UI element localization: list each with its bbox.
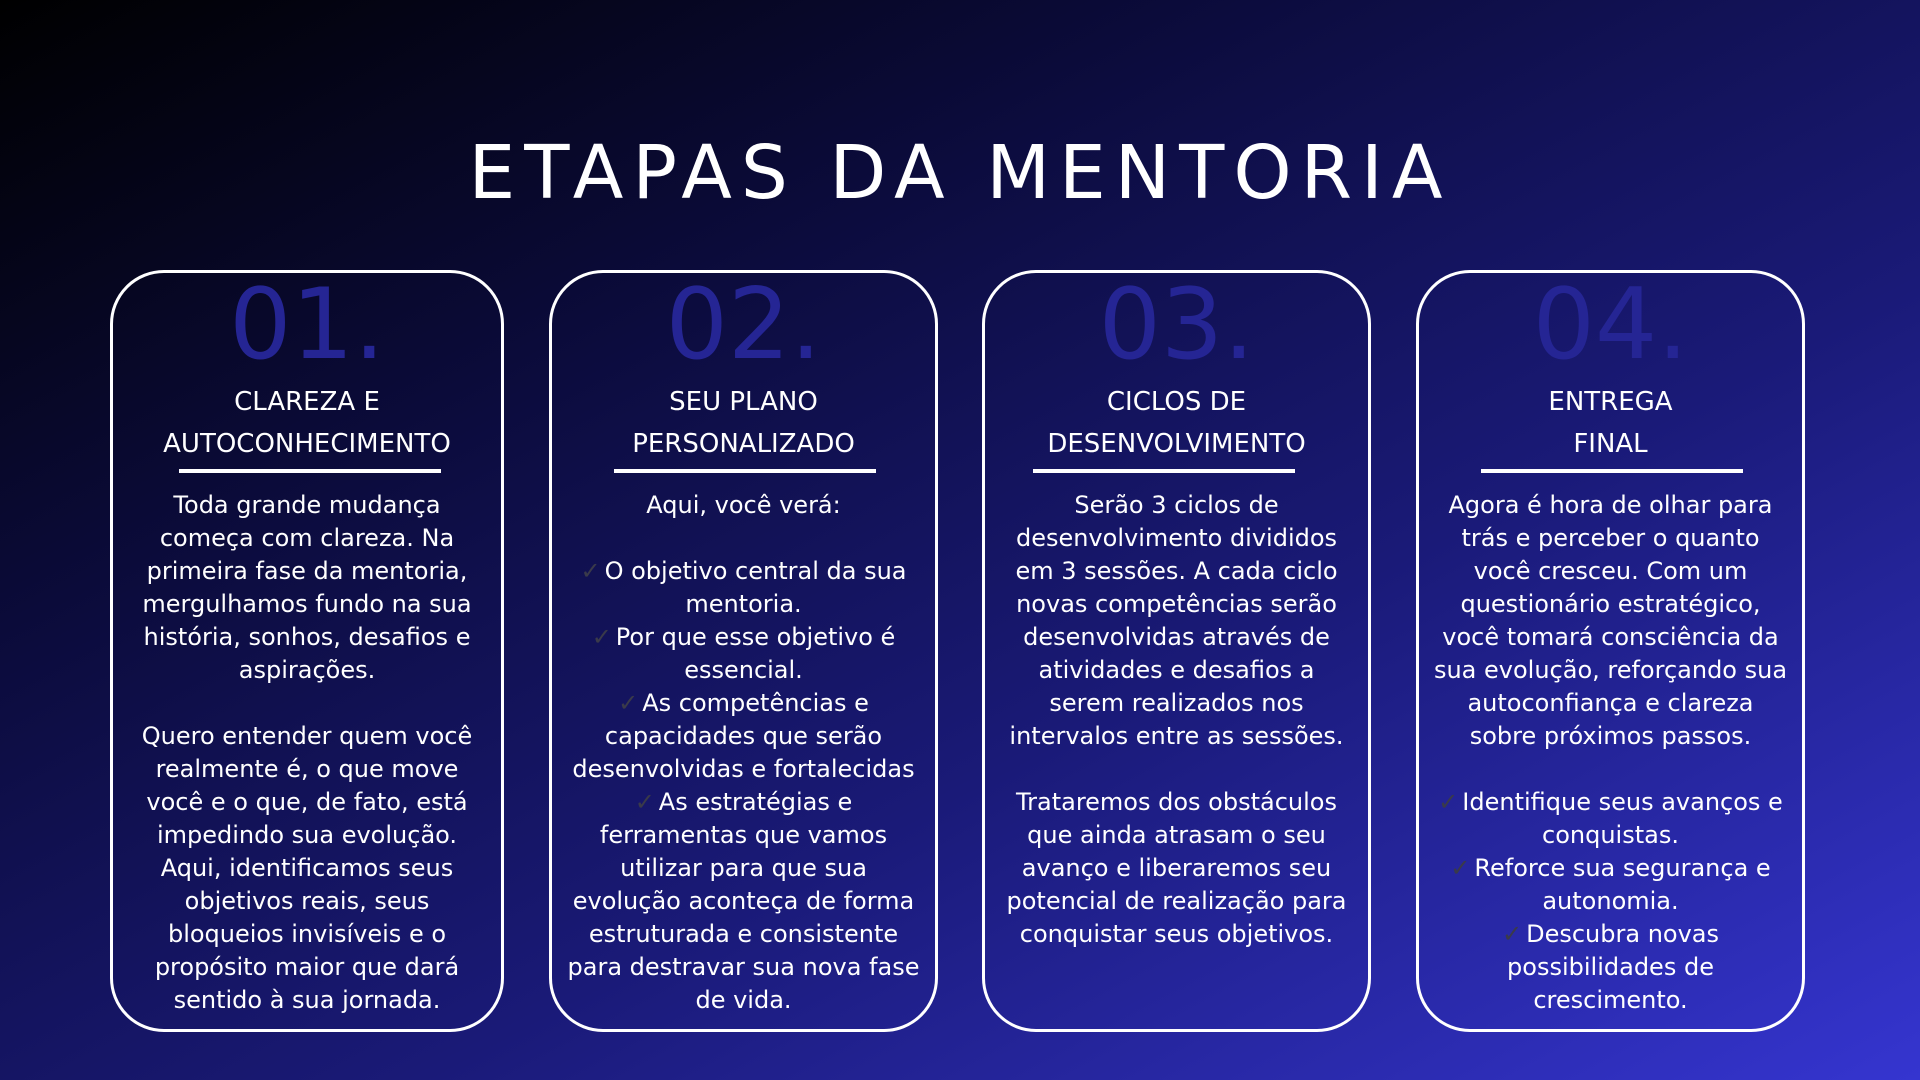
heading-underline xyxy=(179,469,441,473)
step-body xyxy=(113,489,501,1017)
check-icon: ✓ xyxy=(634,788,655,816)
step-heading-line: SEU PLANO xyxy=(669,387,818,417)
step-body xyxy=(552,489,935,1017)
check-item: ✓ Reforce sua segurança e autonomia. xyxy=(1450,854,1771,915)
step-number: 02. xyxy=(665,268,822,382)
check-item: ✓ Por que esse objetivo é essencial. xyxy=(591,623,896,684)
step-heading-line: PERSONALIZADO xyxy=(632,429,855,459)
heading-underline xyxy=(614,469,876,473)
step-paragraph: Serão 3 ciclos de desenvolvimento divididos em 3 sessões. A cada ciclo novas competências serão desenvolvidas através de atividades e desafios a serem realizados nos intervalos entre as sessões. xyxy=(1009,491,1344,750)
heading-underline xyxy=(1481,469,1743,473)
check-icon: ✓ xyxy=(1438,788,1459,816)
step-number: 03. xyxy=(1098,268,1255,382)
check-item: ✓ Descubra novas possibilidades de crescimento. xyxy=(1501,920,1719,1014)
step-body xyxy=(985,489,1368,951)
step-heading xyxy=(552,381,935,465)
step-paragraph: Quero entender quem você realmente é, o que move você e o que, de fato, está impedindo sua evolução. Aqui, identificamos seus objetivos reais, seus bloqueios invisíveis e o propósito maior que dará sentido à sua jornada. xyxy=(141,722,473,1014)
step-number: 04. xyxy=(1532,268,1689,382)
step-paragraph: Agora é hora de olhar para trás e perceber o quanto você cresceu. Com um questionário estratégico, você tomará consciência da sua evolução, reforçando sua autoconfiança e clareza sobre próximos passos. xyxy=(1433,491,1788,750)
step-body xyxy=(1419,489,1802,1017)
check-icon: ✓ xyxy=(618,689,639,717)
step-heading-line: CICLOS DE xyxy=(1106,387,1247,417)
check-icon: ✓ xyxy=(580,557,601,585)
step-card-4 xyxy=(1416,270,1805,1032)
step-heading-line: FINAL xyxy=(1573,429,1648,459)
step-number: 01. xyxy=(229,268,385,382)
step-heading-line: DESENVOLVIMENTO xyxy=(1047,429,1306,459)
check-item: ✓ O objetivo central da sua mentoria. xyxy=(580,557,907,618)
check-item: ✓ As estratégias e ferramentas que vamos utilizar para que sua evolução aconteça de forma estruturada e consistente para destravar sua nova fase de vida. xyxy=(567,788,920,1014)
step-card-1 xyxy=(110,270,504,1032)
step-paragraph: Toda grande mudança começa com clareza. Na primeira fase da mentoria, mergulhamos fundo na sua história, sonhos, desafios e aspirações. xyxy=(142,491,472,684)
step-heading xyxy=(985,381,1368,465)
step-heading xyxy=(1419,381,1802,465)
check-icon: ✓ xyxy=(591,623,612,651)
step-heading-line: ENTREGA xyxy=(1548,387,1673,417)
check-item: ✓ As competências e capacidades que serão desenvolvidas e fortalecidas xyxy=(572,689,915,783)
step-heading xyxy=(113,381,501,465)
step-card-2 xyxy=(549,270,938,1032)
check-icon: ✓ xyxy=(1450,854,1471,882)
step-paragraph: Trataremos dos obstáculos que ainda atrasam o seu avanço e liberaremos seu potencial de realização para conquistar seus objetivos. xyxy=(1006,788,1347,948)
check-icon: ✓ xyxy=(1501,920,1523,948)
heading-underline xyxy=(1033,469,1295,473)
page-title: ETAPAS DA MENTORIA xyxy=(468,130,1452,216)
step-heading-line: AUTOCONHECIMENTO xyxy=(163,429,451,459)
step-card-3 xyxy=(982,270,1371,1032)
check-item: ✓ Identifique seus avanços e conquistas. xyxy=(1438,788,1783,849)
step-intro: Aqui, você verá: xyxy=(646,491,841,519)
step-heading-line: CLAREZA E xyxy=(234,387,380,417)
